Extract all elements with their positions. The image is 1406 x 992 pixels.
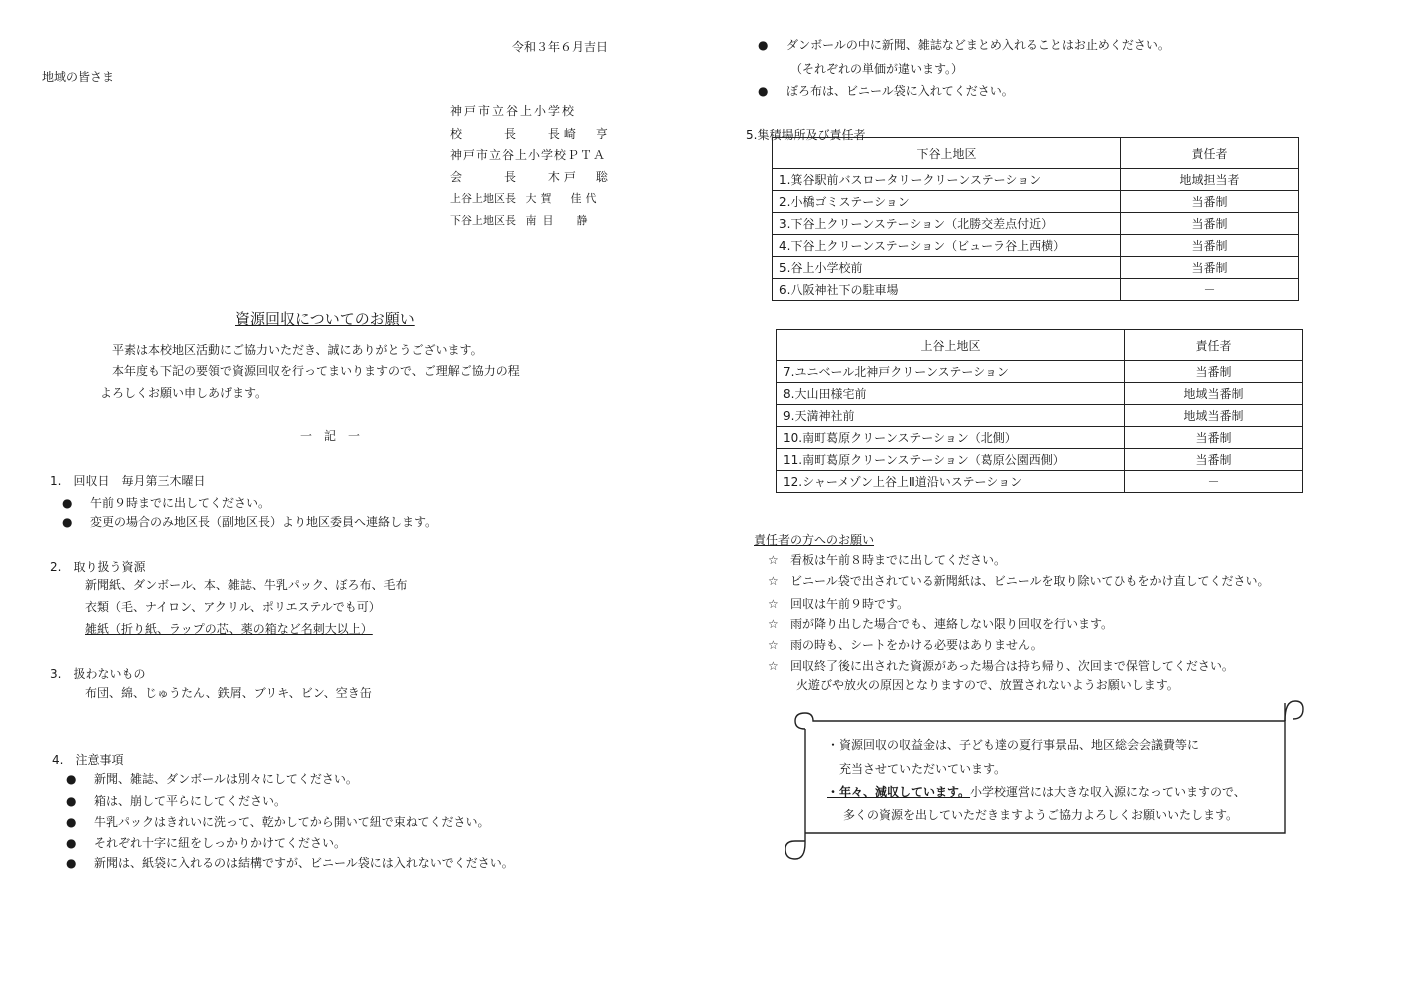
column-header-area: 上谷上地区	[777, 330, 1125, 361]
sender-name: 大賀 佳代	[525, 192, 601, 205]
list-item	[66, 856, 514, 870]
star-icon: ☆	[768, 574, 779, 588]
scroll-line-3	[827, 785, 1246, 799]
star-icon: ☆	[768, 617, 779, 631]
list-item	[768, 553, 1006, 567]
responsible-cell: 当番制	[1121, 213, 1299, 235]
scroll-highlight: ・年々、減収しています。	[827, 785, 971, 799]
bullet-icon: ●	[66, 772, 77, 786]
table-row	[777, 427, 1303, 449]
responsible-cell: 地域当番制	[1125, 405, 1303, 427]
star-icon: ☆	[768, 553, 779, 567]
place-cell: 3.下谷上クリーンステーション（北勝交差点付近）	[773, 213, 1121, 235]
table-row	[773, 213, 1299, 235]
bullet-icon: ●	[62, 496, 73, 510]
intro-line-2: 本年度も下記の要領で資源回収を行ってまいりますので、ご理解ご協力の程	[112, 364, 520, 378]
list-item	[768, 597, 909, 611]
list-item-text: 看板は午前８時までに出してください。	[790, 553, 1007, 567]
sender-role: 会 長	[450, 170, 523, 184]
responsible-cell: 当番制	[1121, 235, 1299, 257]
section-4-heading: 4. 注意事項	[52, 753, 124, 767]
list-item-text: それぞれ十字に紐をしっかりかけてください。	[94, 836, 347, 850]
scroll-line-2: 充当させていただいています。	[839, 762, 1007, 776]
place-cell: 9.天満神社前	[777, 405, 1125, 427]
sender-name: 木戸 聡	[547, 170, 612, 184]
sender-shimo-leader	[450, 214, 594, 227]
bullet-icon: ●	[66, 836, 77, 850]
list-item-text: ビニール袋で出されている新聞紙は、ビニールを取り除いてひもをかけ直してください。	[790, 574, 1270, 588]
list-item-text: 回収終了後に出された資源があった場合は持ち帰り、次回まで保管してください。	[790, 659, 1234, 673]
responsible-cell: 地域当番制	[1125, 383, 1303, 405]
responsible-cell: 当番制	[1125, 449, 1303, 471]
responsible-cell: －	[1121, 279, 1299, 301]
list-item	[66, 794, 286, 808]
intro-line-3: よろしくお願い申しあげます。	[100, 386, 268, 400]
table-row	[777, 471, 1303, 493]
responsible-cell: 当番制	[1121, 257, 1299, 279]
requests-heading: 責任者の方へのお願い	[754, 533, 875, 547]
resource-line: 新聞紙、ダンボール、本、雑誌、牛乳パック、ぼろ布、毛布	[85, 578, 408, 592]
continuation-text: 火遊びや放火の原因となりますので、放置されないようお願いします。	[796, 678, 1179, 692]
bullet-icon: ●	[66, 856, 77, 870]
column-header-responsible: 責任者	[1121, 138, 1299, 169]
place-cell: 7.ユニベール北神戸クリーンステーション	[777, 361, 1125, 383]
scroll-line-3-rest: 小学校運営には大きな収入源になっていますので、	[970, 785, 1246, 799]
list-item	[62, 515, 437, 529]
list-item-text: 回収は午前９時です。	[790, 597, 910, 611]
page-title: 資源回収についてのお願い	[235, 310, 415, 328]
sender-school: 神戸市立谷上小学校	[450, 104, 577, 118]
place-cell: 6.八阪神社下の駐車場	[773, 279, 1121, 301]
place-cell: 4.下谷上クリーンステーション（ビューラ谷上西横）	[773, 235, 1121, 257]
table-row	[777, 361, 1303, 383]
table-row	[773, 169, 1299, 191]
list-item-text: ぼろ布は、ビニール袋に入れてください。	[786, 84, 1014, 98]
responsible-cell: 当番制	[1121, 191, 1299, 213]
bullet-icon: ●	[758, 84, 769, 98]
sender-role: 校 長	[450, 127, 523, 141]
responsible-cell: 地域担当者	[1121, 169, 1299, 191]
place-cell: 5.谷上小学校前	[773, 257, 1121, 279]
notice-scroll	[785, 705, 1305, 855]
intro-line-1: 平素は本校地区活動にご協力いただき、誠にありがとうございます。	[112, 343, 483, 357]
collection-table-kami	[776, 329, 1303, 493]
bullet-icon: ●	[66, 815, 77, 829]
sender-role: 下谷上地区長	[450, 214, 516, 227]
sender-name: 長崎 亨	[547, 127, 612, 141]
list-item	[768, 659, 1234, 673]
table-row	[777, 449, 1303, 471]
sender-kami-leader	[450, 192, 601, 205]
place-cell: 10.南町葛原クリーンステーション（北側）	[777, 427, 1125, 449]
sender-role: 上谷上地区長	[450, 192, 516, 205]
list-item-text: 新聞、雑誌、ダンボールは別々にしてください。	[94, 772, 358, 786]
addressee: 地域の皆さま	[42, 70, 115, 84]
bullet-icon: ●	[758, 38, 769, 52]
table-row	[777, 383, 1303, 405]
list-item-text: 新聞は、紙袋に入れるのは結構ですが、ビニール袋には入れないでください。	[94, 856, 514, 870]
list-item	[768, 574, 1270, 588]
column-header-area: 下谷上地区	[773, 138, 1121, 169]
table-header-row	[773, 138, 1299, 169]
place-cell: 11.南町葛原クリーンステーション（葛原公園西側）	[777, 449, 1125, 471]
list-item-text: 雨が降り出した場合でも、連絡しない限り回収を行います。	[790, 617, 1114, 631]
excluded-line: 布団、綿、じゅうたん、鉄屑、ブリキ、ビン、空き缶	[85, 686, 372, 700]
section-1-heading: 1. 回収日 毎月第三木曜日	[50, 474, 206, 488]
resource-line: 衣類（毛、ナイロン、アクリル、ポリエステルでも可）	[85, 600, 381, 614]
table-row	[773, 191, 1299, 213]
sender-name: 南目 静	[525, 214, 594, 227]
section-5-heading: 5.集積場所及び責任者	[746, 128, 866, 142]
note-text: （それぞれの単価が違います。）	[790, 62, 964, 76]
responsible-cell: 当番制	[1125, 361, 1303, 383]
star-icon: ☆	[768, 659, 779, 673]
list-item-text: 変更の場合のみ地区長（副地区長）より地区委員へ連絡します。	[90, 515, 438, 529]
list-item	[758, 84, 1014, 98]
section-2-heading: 2. 取り扱う資源	[50, 560, 146, 574]
place-cell: 12.シャーメゾン上谷上Ⅱ道沿いステーション	[777, 471, 1125, 493]
sender-principal	[450, 127, 612, 141]
list-item	[768, 638, 1043, 652]
star-icon: ☆	[768, 597, 779, 611]
responsible-cell: －	[1125, 471, 1303, 493]
list-item-text: 箱は、崩して平らにしてください。	[94, 794, 287, 808]
table-row	[777, 405, 1303, 427]
list-item-text: 午前９時までに出してください。	[90, 496, 271, 510]
star-icon: ☆	[768, 638, 779, 652]
table-row	[773, 279, 1299, 301]
scroll-frame-icon	[785, 693, 1305, 861]
list-item	[66, 772, 358, 786]
place-cell: 8.大山田様宅前	[777, 383, 1125, 405]
table-header-row	[777, 330, 1303, 361]
scroll-line-4: 多くの資源を出していただきますようご協力よろしくお願いいたします。	[843, 808, 1239, 822]
list-item	[758, 38, 1170, 52]
table-row	[773, 235, 1299, 257]
list-item-text: ダンボールの中に新聞、雑誌などまとめ入れることはお止めください。	[786, 38, 1170, 52]
scroll-line-1: ・資源回収の収益金は、子ども達の夏行事景品、地区総会会議費等に	[827, 738, 1200, 752]
place-cell: 1.箕谷駅前バスロータリークリーンステーション	[773, 169, 1121, 191]
column-header-responsible: 責任者	[1125, 330, 1303, 361]
sender-pta: 神戸市立谷上小学校ＰＴＡ	[450, 148, 607, 162]
section-3-heading: 3. 扱わないもの	[50, 667, 146, 681]
list-item	[66, 836, 346, 850]
list-item-text: 牛乳パックはきれいに洗って、乾かしてから開いて紐で束ねてください。	[94, 815, 490, 829]
table-row	[773, 257, 1299, 279]
document-date: 令和３年６月吉日	[512, 40, 609, 54]
responsible-cell: 当番制	[1125, 427, 1303, 449]
list-item-text: 雨の時も、シートをかける必要はありません。	[790, 638, 1043, 652]
list-item	[66, 815, 489, 829]
bullet-icon: ●	[66, 794, 77, 808]
sender-pta-president	[450, 170, 612, 184]
list-item	[768, 617, 1113, 631]
collection-table-shimo	[772, 137, 1299, 301]
resource-line: 雑紙（折り紙、ラップの芯、薬の箱など名刺大以上）	[85, 622, 373, 636]
bullet-icon: ●	[62, 515, 73, 529]
ki-marker: 一 記 一	[300, 429, 361, 443]
place-cell: 2.小橋ゴミステーション	[773, 191, 1121, 213]
list-item	[62, 496, 270, 510]
